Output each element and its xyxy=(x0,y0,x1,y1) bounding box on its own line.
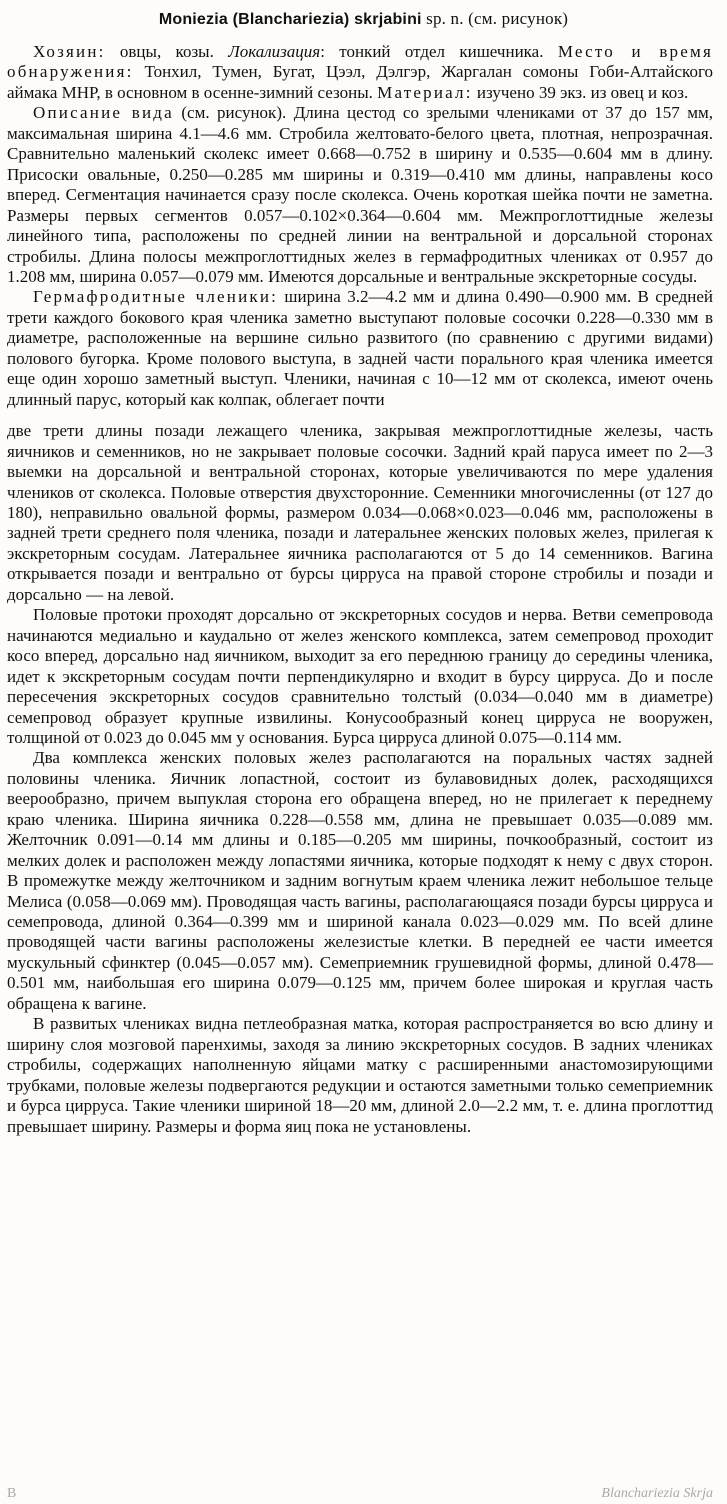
paragraph-host xyxy=(7,42,713,103)
hermaphrodite-text: ширина 3.2—4.2 мм и длина 0.490—0.900 мм. В средней трети каждого бокового края членика заметно выступают половые сосочки 0.228—0.330 мм в диаметре, расположенные на вершине сильно развитого (по сравнению с другими видами) полового бугорка. Кроме полового выступа, в задней части порального края членика имеется еще один хорошо заметный выступ. Членики, начиная с 10—12 мм от сколекса, имеют очень длинный парус, который как колпак, облегает почти xyxy=(7,287,713,409)
paragraph-ducts: Половые протоки проходят дорсально от экскреторных сосудов и нерва. Ветви семепровода начинаются медиально и каудально от желез женского комплекса, затем семепровод проходит косо вперед, дорсально над яичником, выходит за его переднюю границу до середины членика, идет к экскреторным сосудам почти перпендикулярно и входит в бурсу цирруса. До и после пересечения экскреторных сосудов сравнительно толстый (0.034—0.040 мм в диаметре) семепровод образует крупные извилины. Конусообразный конец цирруса не вооружен, толщиной от 0.023 до 0.045 мм у основания. Бурса цирруса длиной 0.075—0.114 мм. xyxy=(7,605,713,747)
material-text: изучено 39 экз. из овец и коз. xyxy=(472,82,689,102)
label-localization: Локализация xyxy=(228,42,321,61)
footer-left: В xyxy=(7,1486,17,1501)
page-gap xyxy=(7,410,713,421)
label-host: Хозяин: xyxy=(33,42,106,61)
description-body xyxy=(7,42,713,1137)
label-material: Материал: xyxy=(377,82,473,102)
description-text: (см. рисунок). Длина цестод со зрелыми члениками от 37 до 157 мм, максимальная ширина 4.1—4.6 мм. Стробила желтовато-белого цвета, плотная, непрозрачная. Сравнительно маленький сколекс имеет 0.668—0.752 в ширину и 0.535—0.604 мм в длину. Присоски овальные, 0.250—0.285 мм ширины и 0.319—0.410 мм длины, направлены косо вперед. Сегментация начинается сразу после сколекса. Очень короткая шейка почти не заметна. Размеры первых сегментов 0.057—0.102×0.364—0.604 мм. Межпроглоттидные железы линейного типа, расположены по средней линии на вентральной и дорсальной сторонах стробилы. Длина полосы межпроглоттидных желез в гермафродитных члениках от 0.957 до 1.208 мм, ширина 0.057—0.079 мм. Имеются дорсальные и вентральные экскреторные сосуды. xyxy=(7,103,714,286)
paragraph-continuation: две трети длины позади лежащего членика, закрывая межпроглоттидные железы, часть яичников и семенников, но не закрывает половые сосочки. Задний край паруса имеет по 2—3 выемки на дорсальной и вентральной сторонах, которые увеличиваются по мере удаления члеников от сколекса. Половые отверстия двухсторонние. Семенники многочисленны (от 127 до 180), неправильно овальной формы, размером 0.034—0.068×0.023—0.046 мм, расположены в задней трети среднего поля членика, позади и латеральнее женских половых желез, прилегая к экскреторным сосудам. Латеральнее яичника располагаются от 5 до 14 семенников. Вагина открывается позади и вентрально от бурсы цирруса на правой стороне стробилы и позади и дорсально — на левой. xyxy=(7,421,713,604)
place-time-text: Тонхил, Тумен, Бугат, Цээл, Дэлгэр, Жаргалан сомоны Гоби-Алтайского аймака МНР, в основном в осенне-зимний сезоны. xyxy=(7,62,713,102)
paragraph-uterus: В развитых члениках видна петлеобразная матка, которая распространяется во всю длину и ширину слоя мозговой паренхимы, заходя за линию экскреторных сосудов. В задних члениках стробилы, содержащих наполненную яйцами матку с расширенными анастомозирующими трубками, половые железы подвергаются редукции и остаются заметными только семеприемник и бурса цирруса. Такие членики шириной 18—20 мм, длиной 2.0—2.2 мм, т. е. длина проглоттид превышает ширину. Размеры и форма яиц пока не установлены. xyxy=(7,1014,713,1136)
paragraph-female-glands: Два комплекса женских половых желез располагаются на поральных частях задней половины членика. Яичник лопастной, состоит из булавовидных долек, расходящихся веерообразно, причем выпуклая сторона его обращена вперед, но не прилегает к переднему краю членика. Ширина яичника 0.228—0.558 мм, длина не превышает 0.035—0.089 мм. Желточник 0.091—0.14 мм длины и 0.185—0.205 мм ширины, почкообразный, состоит из мелких долек и расположен между лопастями яичника, которые подходят к нему с двух сторон. В промежутке между желточником и задним вогнутым краем членика лежит небольшое тельце Мелиса (0.058—0.069 мм). Проводящая часть вагины, располагающаяся позади бурсы цирруса и семепровода, длиной 0.364—0.399 мм и шириной канала 0.023—0.029 мм. По всей длине проводящей части вагины расположены железистые клетки. В передней ее части имеется мускульный сфинктер (0.045—0.057 мм). Семеприемник грушевидной формы, длиной 0.478—0.501 мм, наибольшая его ширина 0.079—0.125 мм, причем более широкая и круглая часть обращена к вагине. xyxy=(7,748,713,1013)
species-name: Moniezia (Blanchariezia) skrjabini xyxy=(158,11,422,28)
footer-right: Blanchariezia Skrja xyxy=(601,1486,713,1501)
figure-reference: (см. рисунок) xyxy=(468,9,569,28)
paragraph-description xyxy=(7,103,713,287)
species-rank: sp. n. xyxy=(426,9,464,28)
label-description: Описание вида xyxy=(33,103,174,123)
label-place-time: Место и время обнаружения: xyxy=(7,42,713,82)
paragraph-hermaphrodite xyxy=(7,287,713,410)
localization-text: : тонкий отдел кишечника. xyxy=(320,42,558,61)
species-title xyxy=(0,8,727,31)
label-hermaphrodite: Гермафродитные членики: xyxy=(33,287,279,307)
host-text: овцы, козы. xyxy=(105,42,229,61)
